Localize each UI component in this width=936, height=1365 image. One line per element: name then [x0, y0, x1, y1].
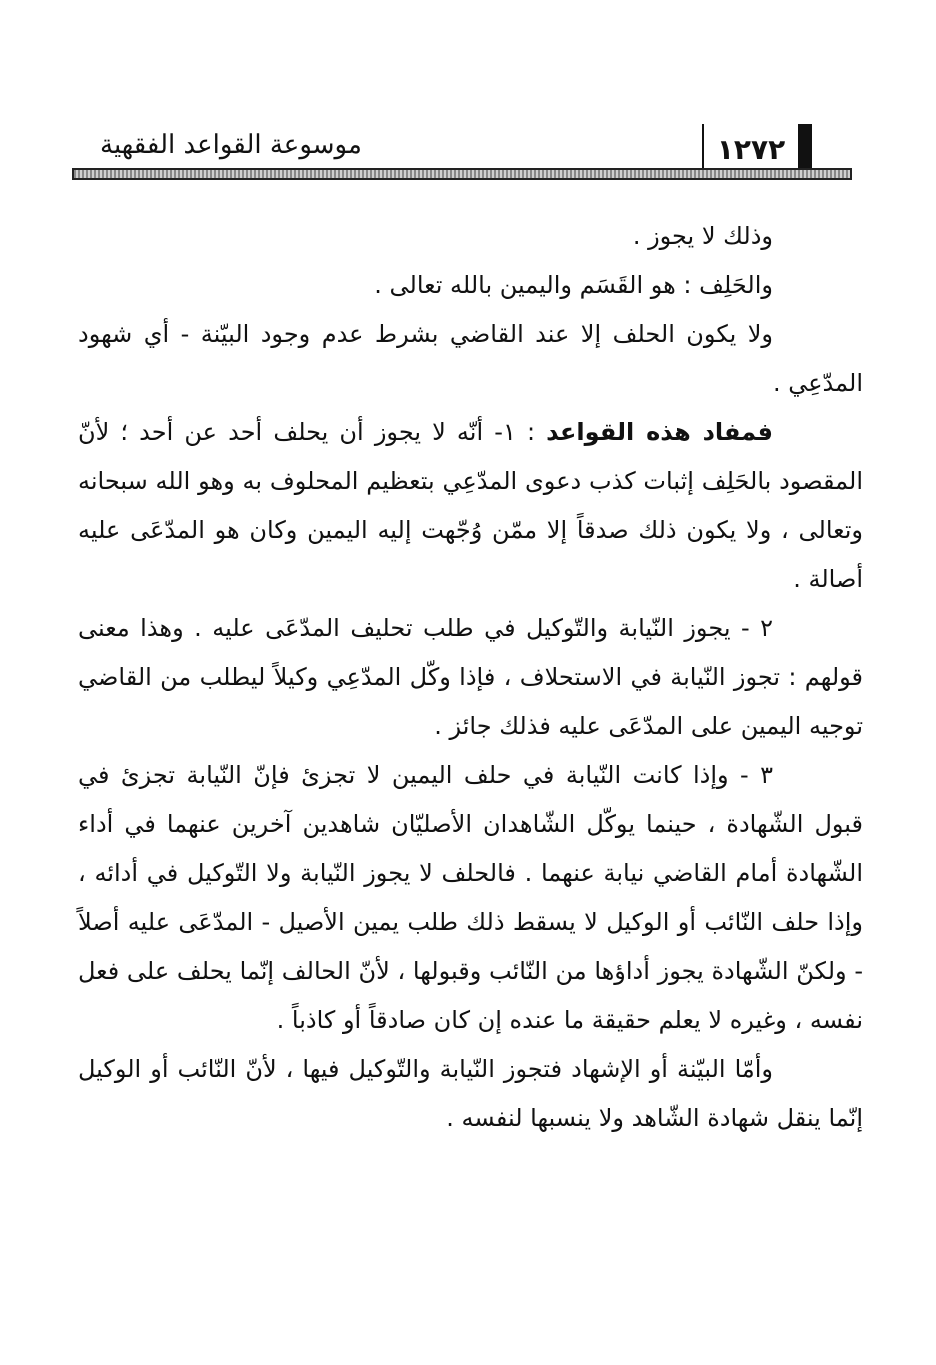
paragraph-4: [78, 408, 863, 604]
header-rule: [72, 168, 852, 180]
book-title: موسوعة القواعد الفقهية: [100, 130, 362, 160]
page-number: ١٢٧٢: [702, 124, 812, 174]
conclusion-text: : ١- أنّه لا يجوز أن يحلف أحد عن أحد ؛ لأنّ المقصود بالحَلِف إثبات كذب دعوى المدّعِي بتعظيم المحلوف به وهو الله سبحانه وتعالى ، ولا يكون ذلك صدقاً إلا ممّن وُجّهت إليه اليمين وكان هو المدّعَى عليه أصالة .: [78, 418, 863, 593]
paragraph-1: وذلك لا يجوز .: [632, 222, 773, 250]
page-header: [72, 118, 864, 188]
paragraph-3: ولا يكون الحلف إلا عند القاضي بشرط عدم وجود البيّنة - أي شهود المدّعِي .: [78, 320, 863, 397]
page-body: [78, 212, 863, 1143]
paragraph-6: ٣ - وإذا كانت النّيابة في حلف اليمين لا تجزئ فإنّ النّيابة تجزئ في قبول الشّهادة ، حينما يوكّل الشّاهدان الأصليّان شاهدين آخرين عنهما في أداء الشّهادة أمام القاضي نيابة عنهما . فالحلف لا يجوز النّيابة ولا التّوكيل في أدائه ، وإذا حلف النّائب أو الوكيل لا يسقط ذلك طلب يمين الأصيل - المدّعَى عليه أصلاً - ولكنّ الشّهادة يجوز أداؤها من النّائب وقبولها ، لأنّ الحالف إنّما يحلف على فعل نفسه ، وغيره لا يعلم حقيقة ما عنده إن كان صادقاً أو كاذباً .: [78, 761, 863, 1034]
conclusion-label: فمفاد هذه القواعد: [546, 418, 773, 446]
paragraph-7: وأمّا البيّنة أو الإشهاد فتجوز النّيابة والتّوكيل فيها ، لأنّ النّائب أو الوكيل إنّما ينقل شهادة الشّاهد ولا ينسبها لنفسه .: [78, 1055, 863, 1132]
paragraph-2: والحَلِف : هو القَسَم واليمين بالله تعالى .: [374, 271, 773, 299]
paragraph-5: ٢ - يجوز النّيابة والتّوكيل في طلب تحليف المدّعَى عليه . وهذا معنى قولهم : تجوز النّيابة في الاستحلاف ، فإذا وكّل المدّعِي وكيلاً ليطلب من القاضي توجيه اليمين على المدّعَى عليه فذلك جائز .: [78, 614, 863, 740]
